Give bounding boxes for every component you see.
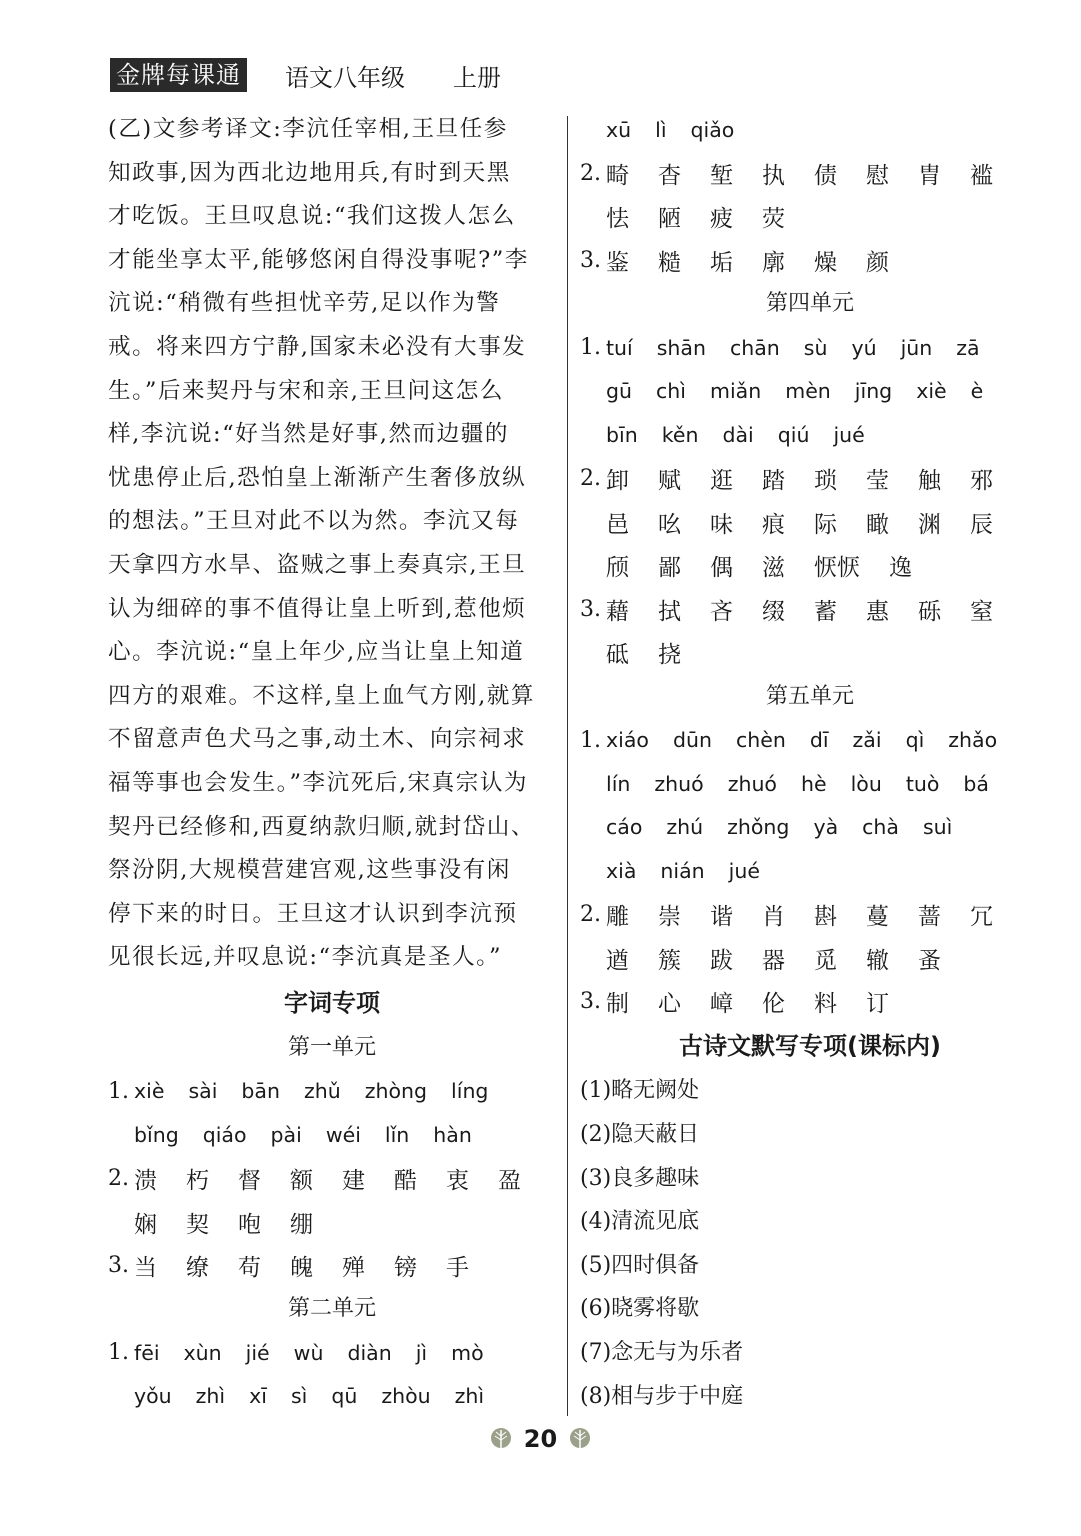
unit2-q1-cont [108, 1375, 556, 1419]
char-answer: 蚤 [918, 947, 941, 974]
poem-answer: (5)四时俱备 [580, 1252, 700, 1278]
left-column [108, 108, 556, 1418]
char-answer: 吝 [710, 598, 733, 625]
unit4-q1 [580, 326, 1040, 370]
char-answer: 咆 [238, 1211, 261, 1238]
char-answer: 琐 [814, 468, 837, 495]
pinyin-word: zhuó [654, 771, 704, 796]
char-answer: 窒 [970, 598, 993, 625]
pinyin-word: jié [245, 1340, 270, 1365]
question-number: 2. [108, 1165, 129, 1191]
unit5-q3 [580, 980, 1040, 1024]
char-answer: 盈 [498, 1167, 521, 1194]
question-number: 1. [108, 1078, 129, 1104]
pinyin-word: è [970, 379, 984, 404]
char-answer: 鉴 [606, 250, 629, 277]
unit4-q3 [580, 588, 1040, 632]
column-divider [567, 116, 568, 1416]
pinyin-word: bān [241, 1079, 280, 1104]
char-answer: 挠 [658, 642, 681, 669]
pinyin-word: qì [905, 728, 925, 753]
pinyin-word: yǒu [134, 1384, 172, 1409]
page-number: 20 [523, 1425, 558, 1453]
char-answer: 蔓 [866, 903, 889, 930]
pinyin-word: bá [963, 771, 989, 796]
char-answer: 逸 [889, 555, 912, 582]
char-answer: 蓄 [814, 598, 837, 625]
char-answer: 偶 [710, 555, 733, 582]
unit5-q2-cont [580, 936, 1040, 980]
char-answer: 执 [762, 162, 785, 189]
unit1-title: 第一单元 [287, 1034, 376, 1060]
pinyin-word: nián [660, 858, 705, 883]
char-answer: 谐 [710, 903, 733, 930]
char-answer: 杳 [658, 162, 681, 189]
pinyin-word: lòu [850, 771, 882, 796]
unit4-title: 第四单元 [765, 291, 854, 317]
char-answer: 器 [762, 947, 785, 974]
pinyin-word: xī [249, 1384, 267, 1409]
char-answer: 建 [342, 1167, 365, 1194]
pinyin-word: chān [729, 335, 780, 360]
char-answer: 陋 [658, 206, 681, 233]
char-answer: 制 [606, 991, 629, 1018]
pinyin-word: zhǎo [948, 728, 998, 753]
char-answer: 邑 [606, 511, 629, 538]
pinyin-word: tuí [606, 335, 633, 360]
pinyin-word: jīng [854, 379, 893, 404]
brand-logo: 金牌每课通 [110, 58, 247, 92]
question-number: 3. [580, 596, 601, 622]
char-answer: 心 [658, 991, 681, 1018]
char-answer: 颀 [606, 555, 629, 582]
leaf-icon [567, 1426, 593, 1452]
question-number: 2. [580, 901, 601, 927]
pinyin-word: bǐng [134, 1122, 179, 1147]
char-answer: 苟 [238, 1255, 261, 1282]
char-answer: 褴 [970, 162, 993, 189]
passage-line: 契丹已经修和,西夏纳款归顺,就封岱山、 [108, 813, 535, 840]
ciyu-section-title: 字词专项 [284, 988, 380, 1017]
question-number: 1. [580, 335, 601, 361]
char-answer: 痕 [762, 511, 785, 538]
pinyin-word: xiè [134, 1079, 165, 1104]
char-answer: 砥 [606, 642, 629, 669]
char-answer: 荧 [762, 206, 785, 233]
pinyin-word: diàn [347, 1340, 392, 1365]
char-answer: 惠 [866, 598, 889, 625]
poem-answer: (6)晓雾将歇 [580, 1296, 700, 1322]
char-answer: 契 [186, 1211, 209, 1238]
pinyin-word: lín [606, 771, 631, 796]
unit4-q1-cont [580, 370, 1040, 414]
unit5-title: 第五单元 [765, 683, 854, 709]
pinyin-word: hàn [433, 1122, 472, 1147]
char-answer: 额 [290, 1167, 313, 1194]
question-number: 1. [108, 1340, 129, 1366]
char-answer: 颜 [866, 250, 889, 277]
char-answer: 督 [238, 1167, 261, 1194]
unit5-q1-cont [580, 762, 1040, 806]
pinyin-word: sù [803, 335, 828, 360]
pinyin-word: hè [800, 771, 827, 796]
unit4-q2-cont [580, 500, 1040, 544]
char-answer: 邪 [970, 468, 993, 495]
unit4-q2-cont2 [580, 544, 1040, 588]
poem-answer: (4)清流见底 [580, 1209, 700, 1235]
char-answer: 卸 [606, 468, 629, 495]
pinyin-word: xiáo [606, 728, 649, 753]
char-answer: 蔷 [918, 903, 941, 930]
char-answer: 订 [866, 991, 889, 1018]
char-answer: 遒 [606, 947, 629, 974]
unit2-q2-cont [580, 195, 1040, 239]
char-answer: 缀 [762, 598, 785, 625]
unit5-q1-cont2 [580, 806, 1040, 850]
pinyin-word: yú [851, 335, 877, 360]
pinyin-word: dūn [672, 728, 712, 753]
char-answer: 雕 [606, 903, 629, 930]
pinyin-word: jūn [900, 335, 933, 360]
passage-line: 生。”后来契丹与宋和亲,王旦问这怎么 [108, 377, 504, 404]
pinyin-word: qiǎo [690, 117, 735, 142]
unit1-q1-cont [108, 1113, 556, 1157]
poem-answer: (1)略无阙处 [580, 1078, 700, 1104]
question-number: 2. [580, 160, 601, 186]
unit1-q1 [108, 1069, 556, 1113]
passage-line: 认为细碎的事不值得让皇上听到,惹他烦 [108, 595, 527, 622]
char-answer: 胄 [918, 162, 941, 189]
pinyin-word: shān [656, 335, 706, 360]
char-answer: 赋 [658, 468, 681, 495]
passage-line: 心。李沆说:“皇上年少,应当让皇上知道 [108, 639, 525, 666]
pinyin-word: qiú [777, 422, 810, 447]
pinyin-word: wéi [325, 1122, 361, 1147]
volume-label: 上册 [453, 63, 501, 92]
char-answer: 拭 [658, 598, 681, 625]
pinyin-word: xū [606, 117, 632, 142]
poem-section-title: 古诗文默写专项(课标内) [679, 1032, 941, 1061]
char-answer: 际 [814, 511, 837, 538]
char-answer: 藉 [606, 598, 629, 625]
passage-line: 祭汾阴,大规模营建宫观,这些事没有闲 [108, 857, 511, 884]
unit2-q1 [108, 1331, 556, 1375]
unit4-q2 [580, 457, 1040, 501]
char-answer: 味 [710, 511, 733, 538]
pinyin-word: sài [188, 1079, 218, 1104]
unit1-q2-cont [108, 1200, 556, 1244]
pinyin-word: dài [722, 422, 754, 447]
passage-line: 戒。将来四方宁静,国家未必没有大事发 [108, 333, 527, 360]
char-answer: 堑 [710, 162, 733, 189]
char-answer: 慰 [866, 162, 889, 189]
poem-answer: (7)念无与为乐者 [580, 1340, 744, 1366]
pinyin-word: suì [922, 815, 953, 840]
right-column [580, 108, 1040, 1418]
pinyin-word: bīn [606, 422, 638, 447]
passage-line: 才能坐享太平,能够悠闲自得没事呢?”李 [108, 246, 529, 273]
question-number: 3. [580, 248, 601, 274]
char-answer: 恹恹 [814, 555, 860, 582]
poem-answer: (8)相与步于中庭 [580, 1383, 744, 1409]
pinyin-word: zhòu [381, 1384, 431, 1409]
char-answer: 手 [446, 1255, 469, 1282]
passage-line: 四方的艰难。不这样,皇上血气方刚,就算 [108, 682, 535, 709]
pinyin-word: mò [451, 1340, 484, 1365]
pinyin-word: lǐn [384, 1122, 410, 1147]
char-answer: 辰 [970, 511, 993, 538]
passage-line: 才吃饭。王旦叹息说:“我们这拨人怎么 [108, 203, 516, 230]
unit4-q3-cont [580, 631, 1040, 675]
unit5-q2 [580, 893, 1040, 937]
passage-line: 的想法。”王旦对此不以为然。李沆又每 [108, 508, 520, 535]
page-header [110, 58, 501, 92]
unit2-q1-cont2 [580, 108, 1040, 152]
pinyin-word: fēi [134, 1340, 160, 1365]
char-answer: 当 [134, 1255, 157, 1282]
char-answer: 斟 [814, 903, 837, 930]
question-number: 2. [580, 466, 601, 492]
char-answer: 债 [814, 162, 837, 189]
unit1-q3 [108, 1244, 556, 1288]
char-answer: 砾 [918, 598, 941, 625]
char-answer: 渊 [918, 511, 941, 538]
leaf-icon [488, 1426, 514, 1452]
pinyin-word: zhì [195, 1384, 226, 1409]
char-answer: 酷 [394, 1167, 417, 1194]
pinyin-word: zhǒng [727, 815, 790, 840]
unit2-q3 [580, 239, 1040, 283]
pinyin-word: zhòng [364, 1079, 428, 1104]
pinyin-word: pài [270, 1122, 302, 1147]
pinyin-word: zhú [666, 815, 704, 840]
subject-title: 语文八年级 [285, 63, 405, 92]
char-answer: 绷 [290, 1211, 313, 1238]
char-answer: 嶂 [710, 991, 733, 1018]
unit5-q1 [580, 718, 1040, 762]
pinyin-word: xià [606, 858, 637, 883]
pinyin-word: chèn [735, 728, 786, 753]
char-answer: 触 [918, 468, 941, 495]
pinyin-word: líng [451, 1079, 489, 1104]
passage-line: 沆说:“稍微有些担忧辛劳,足以作为警 [108, 290, 501, 317]
pinyin-word: chì [656, 379, 686, 404]
passage-line: 见很长远,并叹息说:“李沆真是圣人。” [108, 944, 503, 971]
char-answer: 殚 [342, 1255, 365, 1282]
char-answer: 吆 [658, 511, 681, 538]
char-answer: 衷 [446, 1167, 469, 1194]
question-number: 3. [108, 1253, 129, 1279]
pinyin-word: qiáo [202, 1122, 247, 1147]
pinyin-word: gū [606, 379, 633, 404]
pinyin-word: miǎn [709, 379, 762, 404]
unit1-q2 [108, 1157, 556, 1201]
char-answer: 廓 [762, 250, 785, 277]
passage-line: 样,李沆说:“好当然是好事,然而边疆的 [108, 421, 509, 448]
pinyin-word: xiè [916, 379, 947, 404]
char-answer: 莹 [866, 468, 889, 495]
char-answer: 瞰 [866, 511, 889, 538]
char-answer: 缭 [186, 1255, 209, 1282]
passage-line: 福等事也会发生。”李沆死后,宋真宗认为 [108, 769, 529, 796]
pinyin-word: tuò [905, 771, 940, 796]
char-answer: 怯 [606, 206, 629, 233]
question-number: 3. [580, 989, 601, 1015]
pinyin-word: zhǔ [303, 1079, 341, 1104]
char-answer: 簇 [658, 947, 681, 974]
poem-answer: (3)良多趣味 [580, 1165, 700, 1191]
char-answer: 鄙 [658, 555, 681, 582]
char-answer: 冗 [970, 903, 993, 930]
unit5-q1-cont3 [580, 849, 1040, 893]
char-answer: 跋 [710, 947, 733, 974]
translation-passage [108, 108, 556, 980]
char-answer: 糙 [658, 250, 681, 277]
pinyin-word: mèn [785, 379, 831, 404]
pinyin-word: zhuó [727, 771, 777, 796]
pinyin-word: chà [862, 815, 899, 840]
char-answer: 魄 [290, 1255, 313, 1282]
unit2-title: 第二单元 [287, 1296, 376, 1322]
char-answer: 肖 [762, 903, 785, 930]
char-answer: 畸 [606, 162, 629, 189]
pinyin-word: zǎi [852, 728, 882, 753]
char-answer: 觅 [814, 947, 837, 974]
char-answer: 镑 [394, 1255, 417, 1282]
pinyin-word: sì [290, 1384, 308, 1409]
passage-line: 忧患停止后,恐怕皇上渐渐产生奢侈放纵 [108, 464, 527, 491]
char-answer: 崇 [658, 903, 681, 930]
passage-line: 知政事,因为西北边地用兵,有时到天黑 [108, 159, 511, 186]
passage-line: 天拿四方水旱、盗贼之事上奏真宗,王旦 [108, 551, 527, 578]
passage-line: (乙)文参考译文:李沆任宰相,王旦任参 [108, 116, 508, 142]
passage-line: 不留意声色犬马之事,动土木、向宗祠求 [108, 726, 527, 753]
char-answer: 踏 [762, 468, 785, 495]
pinyin-word: jué [833, 422, 865, 447]
unit4-q1-cont2 [580, 413, 1040, 457]
passage-line: 停下来的时日。王旦这才认识到李沆预 [108, 900, 518, 927]
pinyin-word: qū [331, 1384, 358, 1409]
char-answer: 垢 [710, 250, 733, 277]
char-answer: 溃 [134, 1167, 157, 1194]
pinyin-word: zhì [454, 1384, 485, 1409]
pinyin-word: kěn [661, 422, 699, 447]
char-answer: 朽 [186, 1167, 209, 1194]
char-answer: 滋 [762, 555, 785, 582]
poem-answer: (2)隐天蔽日 [580, 1122, 700, 1148]
char-answer: 料 [814, 991, 837, 1018]
pinyin-word: jì [415, 1340, 428, 1365]
pinyin-word: yà [813, 815, 839, 840]
pinyin-word: cáo [606, 815, 643, 840]
unit2-q2 [580, 152, 1040, 196]
char-answer: 伦 [762, 991, 785, 1018]
pinyin-word: xùn [183, 1340, 222, 1365]
char-answer: 娴 [134, 1211, 157, 1238]
pinyin-word: jué [728, 858, 760, 883]
pinyin-word: dī [809, 728, 829, 753]
pinyin-word: lì [655, 117, 667, 142]
char-answer: 辙 [866, 947, 889, 974]
page-footer [0, 1425, 1081, 1453]
question-number: 1. [580, 727, 601, 753]
char-answer: 燥 [814, 250, 837, 277]
pinyin-word: wù [293, 1340, 324, 1365]
char-answer: 逛 [710, 468, 733, 495]
char-answer: 疲 [710, 206, 733, 233]
pinyin-word: zā [956, 335, 980, 360]
